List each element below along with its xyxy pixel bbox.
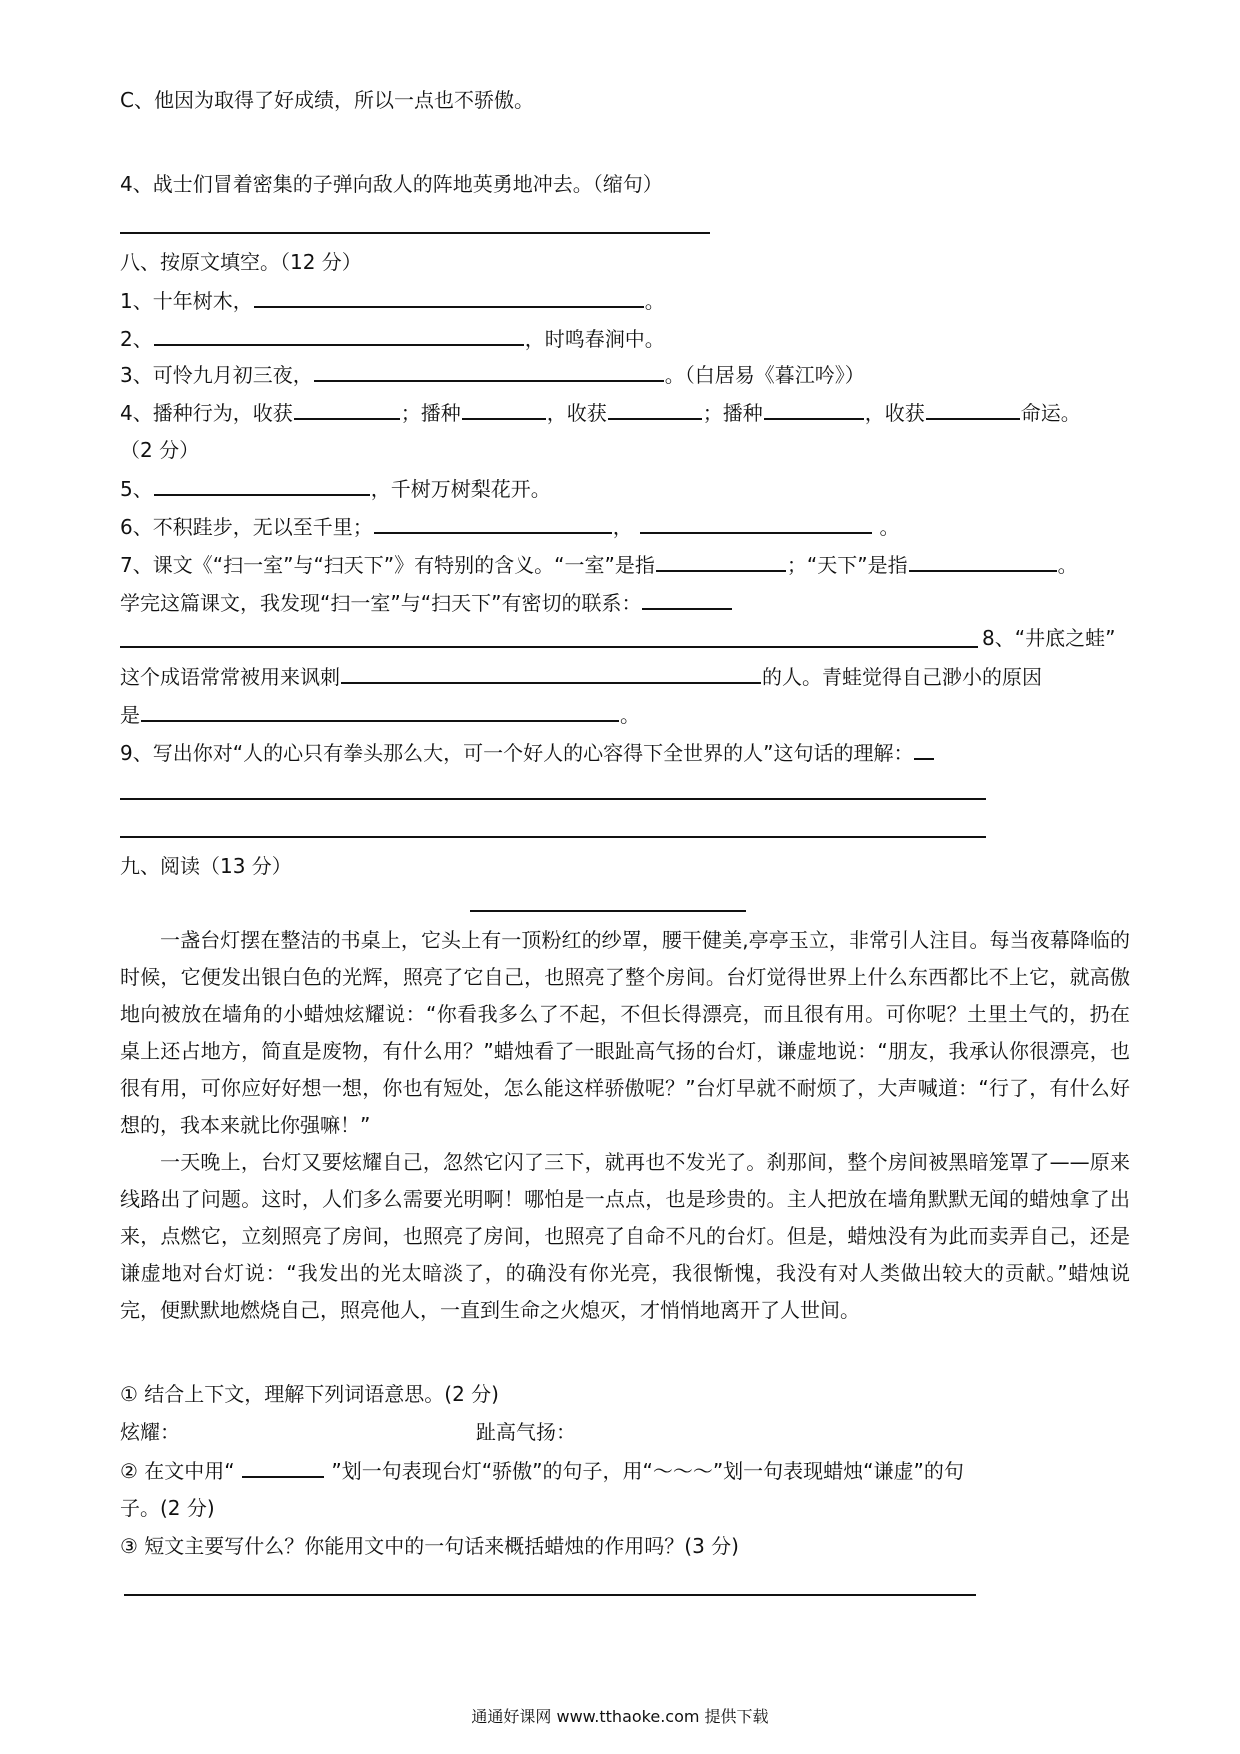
s9-q2 bbox=[120, 1456, 964, 1485]
s8-q6-end: 。 bbox=[879, 515, 900, 539]
reading-paragraph-1: 一盏台灯摆在整洁的书桌上，它头上有一顶粉红的纱罩，腰干健美,亭亭玉立，非常引人注目。每当夜幕降临的时候，它便发出银白色的光辉，照亮了它自己，也照亮了整个房间。台灯觉得世界上什么东西都比不上它，就高傲地向被放在墙角的小蜡烛炫耀说：“你看我多么了不起，不但长得漂亮，而且很有用。可你呢？土里土气的，扔在桌上还占地方，简直是废物，有什么用？”蜡烛看了一眼趾高气扬的台灯，谦虚地说：“朋友，我承认你很漂亮，也很有用，可你应好好想一想，你也有短处，怎么能这样骄傲呢？”台灯早就不耐烦了，大声喊道：“行了，有什么好想的，我本来就比你强嘛！” bbox=[120, 928, 1130, 1137]
s8-q3-end: 。（白居易《暮江吟》） bbox=[664, 363, 865, 387]
s9-q1: ① 结合上下文，理解下列词语意思。(2 分) bbox=[120, 1382, 499, 1406]
s8-q4-text-5: ，收获 bbox=[864, 401, 925, 425]
s8-q6-blank-1[interactable] bbox=[374, 512, 612, 534]
s8-q4-blank-5[interactable] bbox=[926, 398, 1020, 420]
s8-q2-text: 2、 bbox=[120, 327, 153, 351]
s9-q2-line2: 子。(2 分) bbox=[120, 1496, 215, 1520]
s8-q8-line3 bbox=[120, 700, 640, 729]
s8-q2 bbox=[120, 324, 665, 353]
s8-q4-blank-1[interactable] bbox=[294, 398, 400, 420]
s9-q3: ③ 短文主要写什么？你能用文中的一句话来概括蜡烛的作用吗？(3 分) bbox=[120, 1534, 739, 1558]
s9-q2-text-1: ② 在文中用“ bbox=[120, 1459, 242, 1483]
s8-q9-blank[interactable] bbox=[914, 738, 934, 760]
s8-q4-blank-3[interactable] bbox=[608, 398, 702, 420]
page-footer: 通通好课网 www.tthaoke.com 提供下载 bbox=[471, 1707, 769, 1726]
s8-q5 bbox=[120, 474, 551, 503]
s8-q1-text: 1、十年树木， bbox=[120, 289, 253, 313]
s8-q8-blank-2[interactable] bbox=[141, 700, 619, 722]
s8-q4-blank-4[interactable] bbox=[764, 398, 864, 420]
s8-q5-end: ，千树万树梨花开。 bbox=[370, 477, 551, 501]
s8-q7-line2-text: 学完这篇课文，我发现“扫一室”与“扫天下”有密切的联系： bbox=[120, 591, 642, 615]
s8-q7-end: 。 bbox=[1057, 553, 1078, 577]
s8-q4-text-1: 4、播种行为，收获 bbox=[120, 401, 293, 425]
s8-q3-text: 3、可怜九月初三夜， bbox=[120, 363, 313, 387]
s8-q3-blank[interactable] bbox=[314, 360, 664, 382]
s8-q4-score: （2 分） bbox=[120, 438, 200, 462]
s8-q5-text: 5、 bbox=[120, 477, 153, 501]
s8-q3 bbox=[120, 360, 865, 389]
s8-q4-blank-2[interactable] bbox=[462, 398, 546, 420]
answer-line-q7-4[interactable] bbox=[120, 232, 710, 234]
s8-q7-blank-3[interactable] bbox=[642, 588, 732, 610]
s8-q8-start: 8、“井底之蛙” bbox=[982, 626, 1116, 650]
section9-heading: 九、阅读（13 分） bbox=[120, 854, 292, 878]
s8-q6-comma: ， bbox=[612, 515, 633, 539]
s8-q8-line3-text: 是 bbox=[120, 703, 140, 727]
s8-q1-blank[interactable] bbox=[254, 286, 644, 308]
s8-q8 bbox=[120, 662, 1042, 691]
s9-q2-underline-sample bbox=[242, 1456, 324, 1478]
s8-q7-answer-line[interactable] bbox=[120, 646, 978, 648]
s8-q7-text-1: 7、课文《“扫一室”与“扫天下”》有特别的含义。“一室”是指 bbox=[120, 553, 655, 577]
s8-q5-blank[interactable] bbox=[154, 474, 370, 496]
section8-heading: 八、按原文填空。（12 分） bbox=[120, 250, 362, 274]
s8-q8-blank-1[interactable] bbox=[341, 662, 761, 684]
s8-q7-line2 bbox=[120, 588, 733, 617]
s8-q9-answer-line-1[interactable] bbox=[120, 798, 986, 800]
s8-q7 bbox=[120, 550, 1078, 579]
s8-q7-blank-1[interactable] bbox=[656, 550, 786, 572]
q7-item-c: C、他因为取得了好成绩，所以一点也不骄傲。 bbox=[120, 88, 534, 112]
s8-q2-blank[interactable] bbox=[154, 324, 524, 346]
s8-q9-text: 9、写出你对“人的心只有拳头那么大，可一个好人的心容得下全世界的人”这句话的理解： bbox=[120, 741, 914, 765]
s8-q8-text: 这个成语常常被用来讽刺 bbox=[120, 665, 340, 689]
s8-q9 bbox=[120, 738, 935, 767]
s8-q4-text-2: ；播种 bbox=[400, 401, 461, 425]
s8-q4-text-6: 命运。 bbox=[1020, 401, 1081, 425]
s9-q1-word2: 趾高气扬： bbox=[476, 1420, 576, 1444]
s8-q2-end: ，时鸣春涧中。 bbox=[524, 327, 665, 351]
s8-q6-text: 6、不积跬步，无以至千里； bbox=[120, 515, 373, 539]
s8-q4-text-4: ；播种 bbox=[702, 401, 763, 425]
s8-q1 bbox=[120, 286, 665, 315]
s9-q2-text-2: ”划一句表现台灯“骄傲”的句子，用“～～～”划一句表现蜡烛“谦虚”的句 bbox=[325, 1459, 964, 1483]
q7-item-4: 4、战士们冒着密集的子弹向敌人的阵地英勇地冲去。（缩句） bbox=[120, 172, 663, 196]
s8-q1-end: 。 bbox=[644, 289, 665, 313]
s8-q8-text-2: 的人。青蛙觉得自己渺小的原因 bbox=[762, 665, 1042, 689]
title-blank-line[interactable] bbox=[470, 910, 746, 912]
s8-q6 bbox=[120, 512, 899, 541]
s8-q6-blank-2[interactable] bbox=[640, 512, 872, 534]
s8-q7-blank-2[interactable] bbox=[909, 550, 1057, 572]
reading-paragraph-2: 一天晚上，台灯又要炫耀自己，忽然它闪了三下，就再也不发光了。刹那间，整个房间被黑暗笼罩了——原来线路出了问题。这时，人们多么需要光明啊！哪怕是一点点，也是珍贵的。主人把放在墙角默默无闻的蜡烛拿了出来，点燃它，立刻照亮了房间，也照亮了房间，也照亮了自命不凡的台灯。但是，蜡烛没有为此而卖弄自己，还是谦虚地对台灯说：“我发出的光太暗淡了，的确没有你光亮，我很惭愧，我没有对人类做出较大的贡献。”蜡烛说完，便默默地燃烧自己，照亮他人，一直到生命之火熄灭，才悄悄地离开了人世间。 bbox=[120, 1150, 1130, 1322]
s8-q8-end: 。 bbox=[620, 703, 640, 727]
s8-q4 bbox=[120, 398, 1081, 427]
s9-q1-word1: 炫耀： bbox=[120, 1420, 180, 1444]
s9-q3-answer-line[interactable] bbox=[124, 1594, 976, 1596]
s8-q4-text-3: ，收获 bbox=[546, 401, 607, 425]
s8-q9-answer-line-2[interactable] bbox=[120, 836, 986, 838]
s8-q7-text-2: ；“天下”是指 bbox=[786, 553, 908, 577]
